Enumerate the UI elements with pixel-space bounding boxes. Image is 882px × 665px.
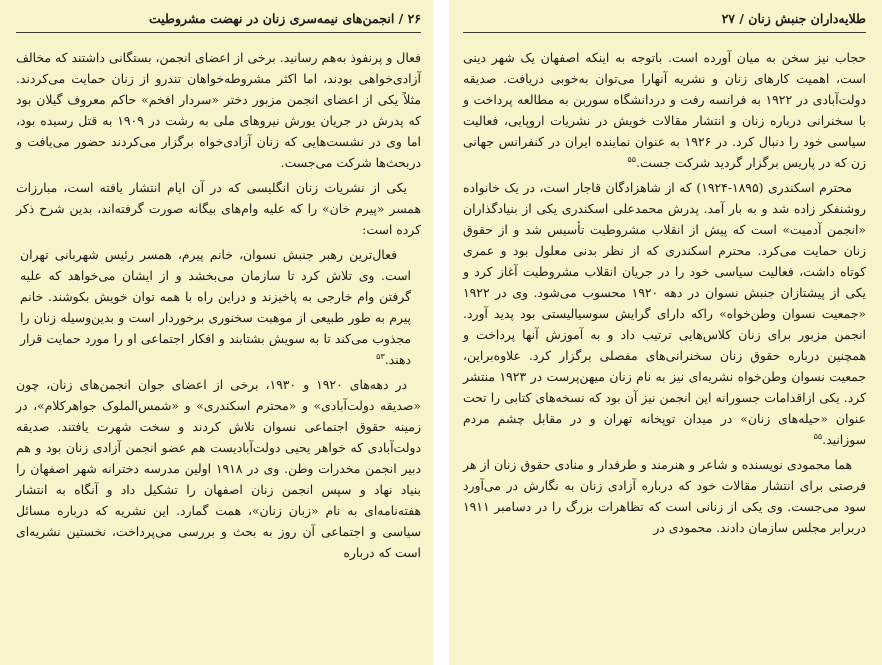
paragraph-text: محترم اسکندری (۱۸۹۵-۱۹۲۴) که از شاهزادگان قاجار است، در یک خانواده روشنفکر زاده شد و به بار آمد. پدرش محمدعلی اسکندری یکی از بنیادگذاران «انجمن آدمیت» است که پیش از انقلاب مشروطیت تأسیس شد و از حقوق زنان حمایت می‌کرد. محترم اسکندری که از نظر بدنی معلول بود و عمری کوتاه داشت، فعالیت سیاسی خود را در جریان انقلاب مشروطیت آغاز کرد و یکی از پیشتازان جنبش نسوان در دهه ۱۹۲۰ محسوب می‌شود. وی در ۱۹۲۲ «جمعیت نسوان وطن‌خواه» راکه دارای گرایش سوسیالیستی بود پدید آورد. انجمن مزبور برای زنان کلاس‌هایی ترتیب داد و به آموزش آنها پرداخت و همچنین درباره حقوق زنان سخنرانی‌های مفصلی برگزار کرد. علاوه‌براین، جمعیت نسوان وطن‌خواه نشریه‌ای نیز به نام زنان میهن‌پرست در ۱۹۲۳ منتشر کرد. یکی ازاقدامات جسورانه این انجمن نیز آن بود که نسخه‌های کتابی را تحت عنوان «حیله‌های زنان» در میدان توپخانه تهران و در مقابل چشم مردم سوزانید. xyxy=(463,180,866,447)
paragraph: در دهه‌های ۱۹۲۰ و ۱۹۳۰، برخی از اعضای جوان انجمن‌های زنان، چون «صدیقه دولت‌آبادی» و «محترم اسکندری» و «شمس‌الملوک جواهرکلام»، در زمینه حقوق اجتماعی نسوان تلاش کردند و سخت شهرت یافتند. صدیقه دولت‌آبادی که خواهر یحیی دولت‌آبادیست هم عضو انجمن آزادی زنان بود و هم دبیر انجمن مخدرات وطن. وی در ۱۹۱۸ اولین مدرسه دخترانه شهر اصفهان را بنیاد نهاد و سپس انجمن زنان اصفهان را تشکیل داد و آنگاه به انتشار هفته‌نامه‌ای به نام «زبان زنان»، همت گمارد. این نشریه که درباره مسائل سیاسی و اجتماعی آن روز به بحث و بررسی می‌پرداخت، نخستین نشریه‌ای است که درباره xyxy=(16,377,421,560)
paragraph: یکی از نشریات زنان انگلیسی که در آن ایام انتشار یافته است، مبارزات همسر «پیرم خان» را که علیه وام‌های بیگانه صورت گرفته‌اند، بدین شرح ذکر کرده است: xyxy=(16,180,421,237)
quote-text: فعال‌ترین رهبر جنبش نسوان، خانم پیرم، همسر رئیس شهربانی تهران است. وی تلاش کرد تا سازمان می‌بخشد و از ایشان می‌خواهد که علیه گرفتن وام خارجی به‌ پاخیزند و دراین راه با همه توان خویش بکوشند. خانم پیرم به طور طبیعی از موهبت سخنوری برخوردار است و بدین‌وسیله زنان را مجذوب می‌کند تا به سویش بشتابند و افکار اجتماعی او را مورد حمایت قرار دهند. xyxy=(20,247,411,367)
paragraph: فعال و پرنفوذ به‌هم رسانید. برخی از اعضای انجمن، بستگانی داشتند که مخالف آزادی‌خواهی بودند، اما اکثر مشروطه‌خواهان تندرو از زنان حمایت می‌کردند. مثلاً یکی از اعضای انجمن مزبور دختر «سردار افخم» حاکم معروف گیلان بود که پدرش در جریان یورش نیروهای ملی به رشت در ۱۹۰۹ به قتل رسیده بود، اما وی در نشست‌هایی که زنان آزادی‌خواه برگزار می‌کردند حضور می‌یافت و دربحث‌ها شرکت می‌جست. xyxy=(16,50,421,170)
book-gutter xyxy=(433,0,449,665)
footnote-marker: ۵۵ xyxy=(627,154,637,164)
left-page-header: ۲۶ / انجمن‌های نیمه‌سری زنان در نهضت مشروطیت xyxy=(149,11,421,26)
paragraph xyxy=(463,177,866,450)
block-quote xyxy=(16,244,421,370)
paragraph: هما محمودی نویسنده و شاعر و هنرمند و طرفدار و منادی حقوق زنان از هر فرصتی برای انتشار مقالات خود که درباره آزادی زنان به نگارش در می‌آورد سود می‌جست. وی یکی از زنانی است که تظاهرات بزرگ را در دسامبر ۱۹۱۱ دربرابر مجلس سازمان دادند. محمودی در xyxy=(463,457,866,535)
right-page xyxy=(449,0,882,665)
header-rule xyxy=(16,32,421,33)
paragraph-text: حجاب نیز سخن به میان آورده است. باتوجه به اینکه اصفهان یک شهر دینی است، اهمیت کارهای زنان و نشریه آنهارا می‌توان به‌خوبی دریافت. صدیقه دولت‌آبادی در ۱۹۲۲ به فرانسه رفت و دردانشگاه سوربن به مطالعه پرداخت و با سخنرانی درباره زنان و انتشار مقالات خویش در نشریات اروپایی، فعالیت سیاسی خود را دنبال کرد. در ۱۹۲۶ به عنوان نماینده ایران در کنفرانس جهانی زن که در پاریس برگزار گردید شرکت جست. xyxy=(463,50,866,170)
footnote-marker: ۵۳ xyxy=(376,351,385,361)
right-page-body xyxy=(463,47,866,538)
left-page-body xyxy=(16,47,421,563)
paragraph xyxy=(463,47,866,173)
footnote-marker: ۵۵ xyxy=(813,431,823,441)
right-page-header: طلایه‌داران جنبش زنان / ۲۷ xyxy=(721,11,866,26)
header-rule xyxy=(463,32,866,33)
left-page xyxy=(0,0,433,665)
